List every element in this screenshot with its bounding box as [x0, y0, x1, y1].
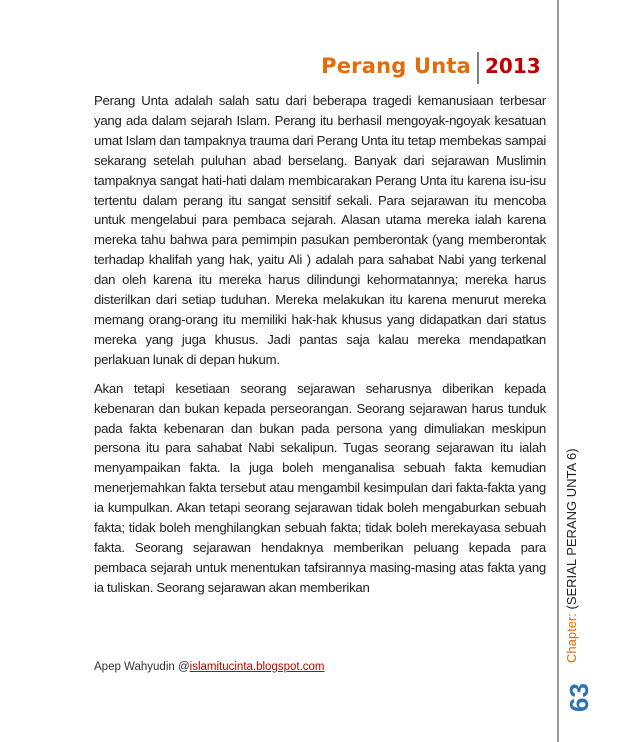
sidebar-divider — [557, 0, 559, 742]
chapter-label — [562, 413, 582, 663]
document-year: 2013 — [485, 54, 541, 78]
chapter-title: (SERIAL PERANG UNTA 6) — [564, 448, 579, 614]
body-text — [94, 91, 546, 607]
page-number: 63 — [564, 683, 594, 712]
blog-link[interactable]: islamitucinta.blogspot.com — [189, 661, 325, 673]
footer-author: Apep Wahyudin @ — [94, 661, 190, 673]
chapter-prefix: Chapter: — [564, 613, 579, 663]
header-divider — [477, 52, 479, 84]
document-title: Perang Unta — [321, 54, 471, 78]
page-footer — [94, 661, 325, 673]
paragraph-1: Perang Unta adalah salah satu dari beberapa tragedi kemanusiaan terbesar yang ada dalam sejarah Islam. Perang itu berhasil mengoyak-ngoyak kesatuan umat Islam dan tampaknya trauma dari Perang Unta itu tetap membekas sampai sekarang setelah puluhan abad berselang. Banyak dari sejarawan Muslimin tampaknya sangat hati-hati dalam membicarakan Perang Unta itu karena isu-isu tertentu dalam perang itu sangat sensitif sekali. Para sejarawan itu mencoba untuk mengelabui para pembaca sejarah. Alasan utama mereka ialah karena mereka tahu bahwa para pemimpin pasukan pemberontak (yang memberontak terhadap khalifah yang hak, yaitu Ali ) adalah para sahabat Nabi yang terkenal dan oleh karena itu mereka harus dilindungi kehormatannya; mereka harus disterilkan dari setiap tuduhan. Mereka melakukan itu karena menurut mereka memang orang-orang itu memiliki hak-hak khusus yang didapatkan dari status mereka yang juga khusus. Jadi pantas saja kalau mereka mendapatkan perlakuan lunak di depan hukum. — [94, 93, 546, 367]
page-header — [0, 52, 638, 84]
paragraph-2: Akan tetapi kesetiaan seorang sejarawan seharusnya diberikan kepada kebenaran dan bukan kepada perseorangan. Seorang sejarawan harus tunduk pada fakta kebenaran dan bukan pada persona yang dimuliakan meskipun persona itu para sahabat Nabi sekalipun. Tugas seorang sejarawan itu ialah menyampaikan fakta. Ia juga boleh menganalisa sebuah fakta kemudian menerjemahkan fakta tersebut atau mengambil kesimpulan dari fakta-fakta yang ia kumpulkan. Akan tetapi seorang sejarawan tidak boleh mengaburkan sebuah fakta; tidak boleh menghilangkan sebuah fakta; tidak boleh merekayasa sebuah fakta. Seorang sejarawan hendaknya memberikan peluang kepada para pembaca sejarah untuk menentukan tafsirannya masing-masing atas fakta yang ia tuliskan. Seorang sejarawan akan memberikan — [94, 380, 546, 595]
